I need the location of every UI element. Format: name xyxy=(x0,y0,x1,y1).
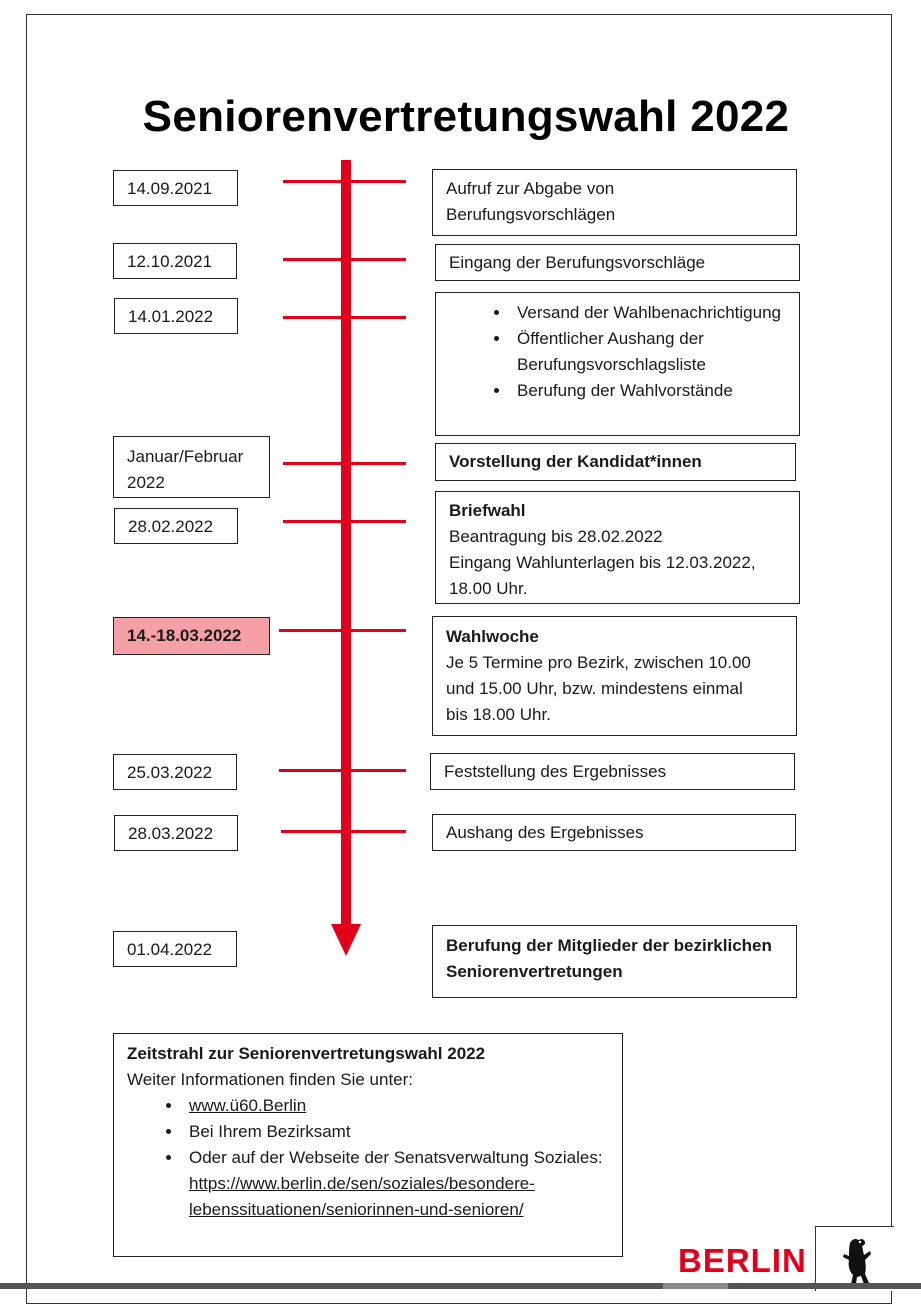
event-text: Je 5 Termine pro Bezirk, zwischen 10.00 xyxy=(446,653,751,672)
timeline-tick xyxy=(281,830,406,833)
timeline-tick xyxy=(283,520,406,523)
timeline-tick xyxy=(283,258,406,261)
timeline-tick xyxy=(279,769,406,772)
date-box: 28.02.2022 xyxy=(114,508,238,544)
date-text: 2022 xyxy=(127,473,165,492)
event-box xyxy=(435,491,800,604)
event-text: Feststellung des Ergebnisses xyxy=(444,762,667,781)
timeline-axis xyxy=(341,160,351,930)
date-box xyxy=(113,436,270,498)
event-box xyxy=(435,443,796,481)
link-ue60-berlin[interactable]: www.ü60.Berlin xyxy=(189,1096,307,1115)
event-box xyxy=(432,814,796,851)
event-box xyxy=(435,292,800,436)
event-text: Eingang der Berufungsvorschläge xyxy=(449,253,706,272)
event-text: Seniorenvertretungen xyxy=(446,962,623,981)
info-list-item: • Bei Ihrem Bezirksamt xyxy=(183,1119,609,1145)
event-text: bis 18.00 Uhr. xyxy=(446,705,551,724)
berlin-logo-text: BERLIN xyxy=(678,1242,807,1279)
event-text: und 15.00 Uhr, bzw. mindestens einmal xyxy=(446,679,743,698)
event-box xyxy=(435,244,800,281)
timeline-tick xyxy=(283,462,406,465)
berlin-bear-icon xyxy=(815,1226,894,1291)
link-berlin-senioren[interactable] xyxy=(189,1174,535,1219)
event-box xyxy=(432,925,797,998)
date-text: Januar/Februar xyxy=(127,447,244,466)
event-heading: Wahlwoche xyxy=(446,627,539,646)
info-heading: Zeitstrahl zur Seniorenvertretungswahl 2022 xyxy=(127,1044,486,1063)
event-box xyxy=(432,169,797,236)
event-text: 18.00 Uhr. xyxy=(449,579,528,598)
date-box: 14.01.2022 xyxy=(114,298,238,334)
horizontal-scrollbar[interactable] xyxy=(0,1283,921,1289)
info-list-item xyxy=(183,1093,609,1119)
info-intro: Weiter Informationen finden Sie unter: xyxy=(127,1070,414,1089)
scrollbar-thumb[interactable] xyxy=(663,1283,728,1289)
info-list-item xyxy=(183,1145,609,1223)
date-box: 01.04.2022 xyxy=(113,931,237,967)
bear-silhouette-icon xyxy=(816,1227,894,1291)
date-box: 25.03.2022 xyxy=(113,754,237,790)
timeline-tick xyxy=(283,316,406,319)
info-text: Oder auf der Webseite der Senatsverwaltung Soziales: xyxy=(189,1148,603,1167)
info-box xyxy=(113,1033,623,1257)
event-text: Eingang Wahlunterlagen bis 12.03.2022, xyxy=(449,553,756,572)
event-text: Aushang des Ergebnisses xyxy=(446,823,644,842)
event-bullet-item: • Versand der Wahlbenachrichtigung xyxy=(511,300,786,326)
date-box: 28.03.2022 xyxy=(114,815,238,851)
event-text: Vorstellung der Kandidat*innen xyxy=(449,452,702,471)
timeline-tick xyxy=(279,629,406,632)
link-text: lebenssituationen/seniorinnen-und-senioren/ xyxy=(189,1200,524,1219)
date-box-highlighted: 14.-18.03.2022 xyxy=(113,617,270,655)
event-bullet-list xyxy=(449,300,786,404)
event-heading: Briefwahl xyxy=(449,501,526,520)
event-bullet-item: • Berufung der Wahlvorstände xyxy=(511,378,786,404)
page-title: Seniorenvertretungswahl 2022 xyxy=(142,92,790,141)
event-text: Berufungsvorschlägen xyxy=(446,205,616,224)
timeline-arrowhead-icon xyxy=(331,924,361,956)
event-box xyxy=(430,753,795,790)
event-text: Berufung der Mitglieder der bezirklichen xyxy=(446,936,772,955)
event-box xyxy=(432,616,797,736)
link-text: https://www.berlin.de/sen/soziales/besondere- xyxy=(189,1174,535,1193)
timeline-tick xyxy=(283,180,406,183)
date-box: 14.09.2021 xyxy=(113,170,238,206)
event-bullet-item: • Öffentlicher Aushang der Berufungsvorschlagsliste xyxy=(511,326,786,378)
info-list xyxy=(127,1093,609,1223)
event-text: Aufruf zur Abgabe von xyxy=(446,179,615,198)
date-box: 12.10.2021 xyxy=(113,243,237,279)
event-text: Beantragung bis 28.02.2022 xyxy=(449,527,663,546)
